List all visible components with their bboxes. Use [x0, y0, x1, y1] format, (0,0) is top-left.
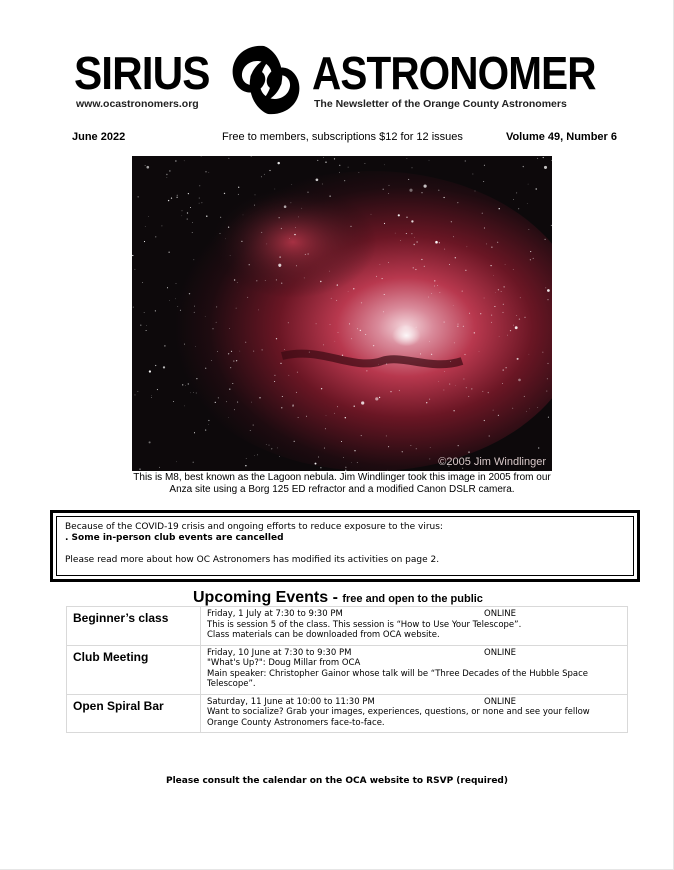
event-line: Want to socialize? Grab your images, experiences, questions, or none and see your fellow [207, 707, 590, 717]
event-line: Main speaker: Christopher Gainor whose talk will be “Three Decades of the Hubble Space [207, 668, 588, 679]
masthead-title-left: SIRIUS [74, 47, 210, 99]
event-line: Class materials can be downloaded from OCA website. [207, 630, 440, 640]
event-details [200, 607, 627, 645]
masthead-url[interactable]: www.ocastronomers.org [76, 98, 199, 110]
image-credit: ©2005 Jim Windlinger [438, 456, 546, 468]
caption-line-2: Anza site using a Borg 125 ED refractor and a modified Canon DSLR camera. [169, 484, 515, 495]
event-line: Telescope”. [207, 679, 256, 689]
masthead-title-right: ASTRONOMER [312, 47, 596, 99]
event-mode: ONLINE [484, 609, 517, 619]
notice-line-2: . Some in-person club events are cancelled [65, 533, 284, 543]
notice-line-3: Please read more about how OC Astronomers has modified its activities on page 2. [65, 555, 440, 565]
event-name: Open Spiral Bar [73, 698, 164, 713]
event-details [200, 695, 627, 733]
table-row [67, 695, 627, 733]
events-table [66, 606, 628, 733]
event-when-line [207, 609, 621, 620]
event-mode: ONLINE [484, 696, 517, 707]
nebula-picture [132, 156, 552, 471]
upcoming-events-title: Upcoming Events - [193, 589, 343, 606]
notice-spacer [65, 544, 625, 555]
lagoon-nebula-image [132, 156, 552, 471]
upcoming-events-heading [193, 589, 483, 607]
event-details [200, 646, 627, 694]
issue-volume: Volume 49, Number 6 [505, 131, 617, 143]
table-row [67, 607, 627, 646]
table-row [67, 646, 627, 695]
covid-notice-content [56, 516, 634, 576]
upcoming-events-subtitle: free and open to the public [342, 593, 483, 605]
event-name: Club Meeting [73, 649, 149, 664]
rsvp-note: Please consult the calendar on the OCA website to RSVP (required) [166, 776, 508, 786]
notice-line-1: Because of the COVID-19 crisis and ongoing efforts to reduce exposure to the virus: [65, 522, 443, 532]
event-line: "What's Up?": Doug Millar from OCA [207, 658, 361, 668]
sirius-swirl-logo-icon [224, 40, 306, 120]
caption-line-1: This is M8, best known as the Lagoon nebula. Jim Windlinger took this image in 2005 from our [133, 472, 551, 483]
masthead-tagline: The Newsletter of the Orange County Astronomers [314, 98, 567, 110]
event-when: Friday, 1 July at 7:30 to 9:30 PM [207, 609, 343, 619]
event-line: Orange County Astronomers face-to-face. [207, 717, 385, 728]
issue-info-line [72, 131, 617, 147]
event-mode: ONLINE [484, 647, 517, 658]
event-when-line [207, 697, 621, 708]
event-when: Saturday, 11 June at 10:00 to 11:30 PM [207, 696, 375, 707]
image-caption [120, 472, 564, 496]
event-when-line [207, 648, 621, 659]
event-when: Friday, 10 June at 7:30 to 9:30 PM [207, 647, 352, 658]
issue-date: June 2022 [72, 131, 126, 143]
issue-price: Free to members, subscriptions $12 for 12 issues [222, 131, 463, 143]
masthead [74, 40, 594, 112]
event-line: This is session 5 of the class. This session is “How to Use Your Telescope”. [207, 619, 522, 630]
event-name: Beginner’s class [73, 611, 169, 625]
covid-notice-box [50, 510, 640, 582]
